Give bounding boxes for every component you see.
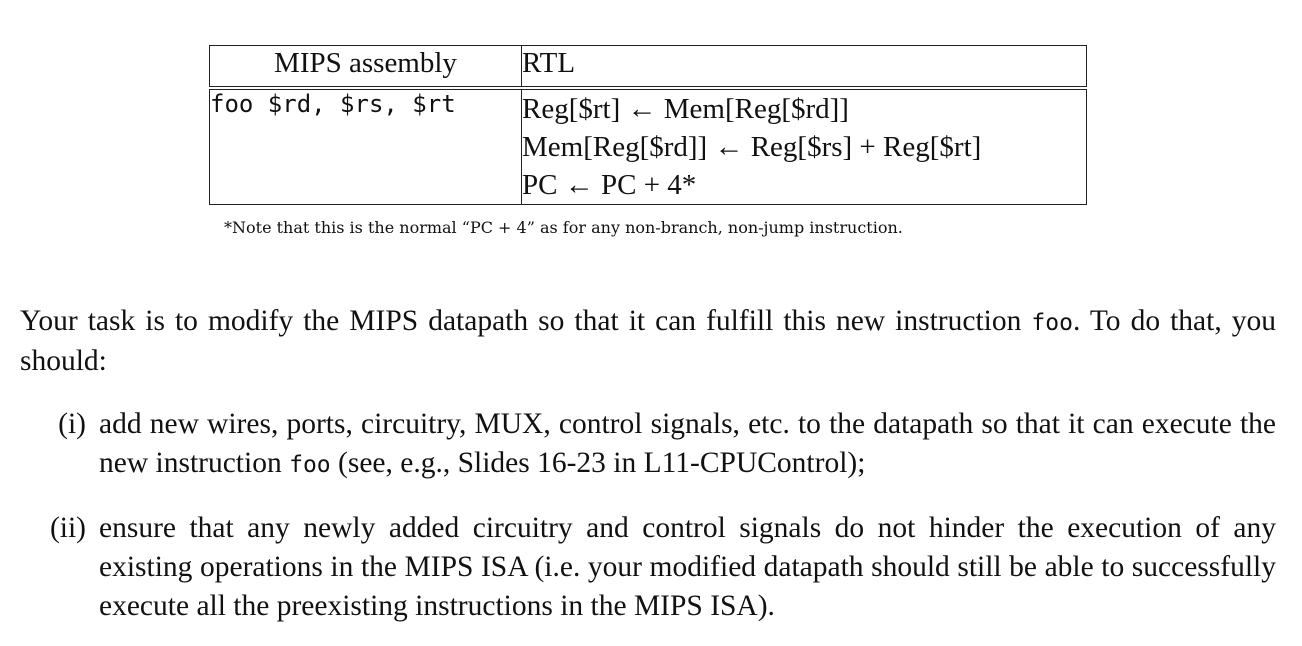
- table-header-row: [210, 46, 1087, 89]
- list-marker: (i): [58, 408, 86, 440]
- list-item-body: [99, 405, 1276, 485]
- table-footnote: *Note that this is the normal “PC + 4” as for any non-branch, non-jump instruction.: [224, 218, 903, 237]
- rtl-cell: [522, 88, 1087, 205]
- table-row: [210, 88, 1087, 205]
- list-marker: (ii): [49, 512, 86, 544]
- paragraph-code: foo: [1031, 310, 1073, 336]
- list-item-text-end: (see, e.g., Slides 16-23 in L11-CPUControl);: [330, 447, 866, 479]
- rtl-line-3: PC ← PC + 4*: [522, 169, 697, 201]
- list-item: [20, 509, 1276, 626]
- assembly-cell: [210, 88, 522, 205]
- paragraph-text: Your task is to modify the MIPS datapath so that it can fulfill this new instruction: [20, 305, 1032, 337]
- header-assembly: MIPS assembly: [210, 46, 522, 89]
- list-item-body: ensure that any newly added circuitry and control signals do not hinder the execution of any existing operations in the MIPS ISA (i.e. your modified datapath should still be able to successfully execute all the preexisting instructions in the MIPS ISA).: [99, 512, 1276, 622]
- paragraph-text-end: . To do that, you should:: [20, 305, 1276, 377]
- assembly-code: foo $rd, $rs, $rt: [210, 90, 456, 118]
- rtl-line-2: Mem[Reg[$rd]] ← Reg[$rs] + Reg[$rt]: [522, 131, 982, 163]
- rtl-line-1: Reg[$rt] ← Mem[Reg[$rd]]: [522, 93, 849, 125]
- task-paragraph: [20, 302, 1276, 380]
- list-item: [20, 405, 1276, 485]
- instruction-table: [209, 45, 1087, 205]
- header-rtl: RTL: [522, 46, 1087, 89]
- list-item-text: add new wires, ports, circuitry, MUX, control signals, etc. to the datapath so that it can execute the new instruction: [99, 408, 1276, 479]
- list-item-code: foo: [289, 452, 331, 478]
